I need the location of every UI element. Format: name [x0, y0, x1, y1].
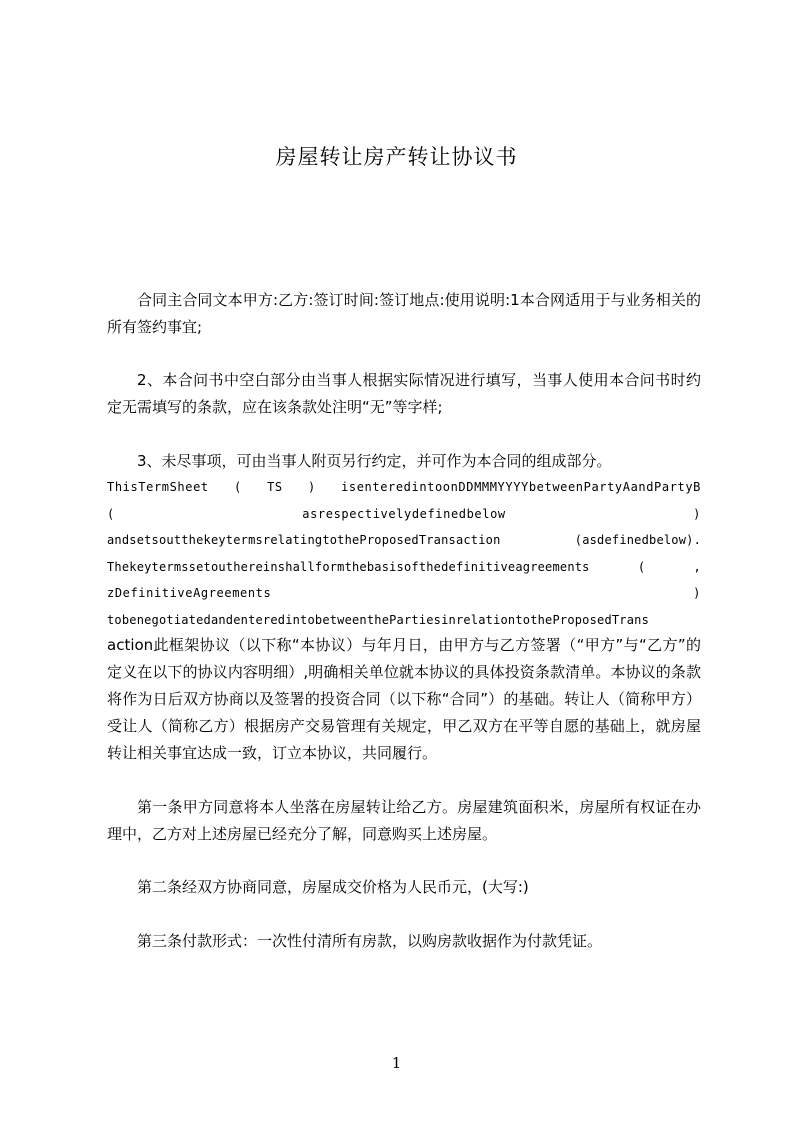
- article-2: 第二条经双方协商同意，房屋成交价格为人民币元，(大写:): [137, 878, 529, 896]
- article-3: 第三条付款形式：一次性付清所有房款，以购房款收据作为付款凭证。: [137, 932, 603, 950]
- page-number: 1: [391, 1054, 402, 1072]
- article-1: 第一条甲方同意将本人坐落在房屋转让给乙方。房屋建筑面积米，房屋所有权证在办理中，乙方对上述房屋已经充分了解，同意购买上述房屋。: [107, 798, 701, 843]
- framework-agreement-paragraph: action此框架协议（以下称“本协议）与年月日，由甲方与乙方签署（“甲方”与“乙方”的定义在以下的协议内容明细）,明确相关单位就本协议的具体投资条款清单。本协议的条款将作为日后双方协商以及签署的投资合同（以下称“合同”）的基础。转让人（简称甲方）受让人（简称乙方）根据房产交易管理有关规定，甲乙双方在平等自愿的基础上，就房屋转让相关事宜达成一致，订立本协议，共同履行。: [107, 636, 701, 762]
- english-line-5: zDefinitiveAgreements ): [107, 586, 701, 600]
- intro-paragraph: 合同主合同文本甲方:乙方:签订时间:签订地点:使用说明:1本合网适用于与业务相关的所有签约事宜;: [107, 291, 701, 336]
- english-line-6: tobenegotiatedandenteredintobetweenthePartiesinrelationtotheProposedTrans: [107, 612, 649, 627]
- usage-note-3: 3、未尽事项，可由当事人附页另行约定，并可作为本合同的组成部分。: [137, 452, 612, 470]
- english-line-4: Thekeytermssetouthereinshallformthebasisofthedefinitiveagreements ( ,: [107, 559, 701, 574]
- english-line-3: andsetsoutthekeytermsrelatingtotheProposedTransaction (asdefinedbelow).: [107, 533, 701, 547]
- document-title: 房屋转让房产转让协议书: [275, 145, 518, 169]
- usage-note-2: 2、本合问书中空白部分由当事人根据实际情况进行填写，当事人使用本合问书时约定无需填写的条款，应在该条款处注明“无”等字样;: [107, 371, 701, 416]
- english-term-sheet-block: [107, 474, 701, 633]
- english-line-2: ( asrespectivelydefinedbelow ): [107, 506, 701, 521]
- english-line-1: ThisTermSheet ( TS ) isenteredintoonDDMMMYYYYbetweenPartyAandPartyB: [107, 480, 701, 494]
